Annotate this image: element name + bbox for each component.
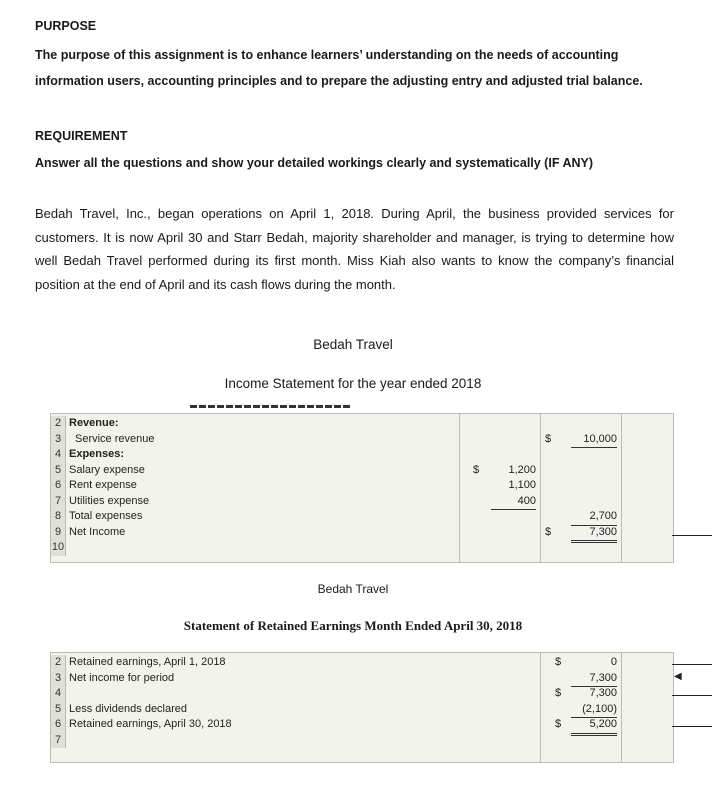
row-number: 2 bbox=[51, 416, 66, 432]
dollar-sign: $ bbox=[555, 718, 562, 730]
cropped-header-remnant bbox=[190, 405, 350, 408]
row-number: 4 bbox=[51, 447, 66, 463]
row-number: 7 bbox=[51, 494, 66, 510]
amount-cell: (2,100) bbox=[571, 702, 617, 719]
row-label: Net income for period bbox=[69, 671, 175, 684]
purpose-heading: PURPOSE bbox=[35, 19, 97, 33]
row-number: 3 bbox=[51, 671, 66, 687]
row-number: 2 bbox=[51, 655, 66, 671]
dollar-sign: $ bbox=[545, 525, 552, 538]
arrow-left-icon: ◀ bbox=[674, 671, 682, 682]
retained-row bbox=[51, 671, 673, 687]
row-label: Revenue: bbox=[69, 417, 119, 429]
retained-statement-title: Statement of Retained Earnings Month Ended April 30, 2018 bbox=[183, 618, 523, 633]
row-label: Rent expense bbox=[69, 479, 137, 491]
income-edge-line bbox=[672, 535, 712, 536]
retained-row bbox=[51, 733, 673, 749]
income-statement-sheet bbox=[50, 413, 674, 563]
amount-cell: 400 bbox=[491, 494, 536, 511]
row-number: 5 bbox=[51, 702, 66, 718]
total-cell: 7,300 bbox=[571, 525, 617, 544]
row-number: 6 bbox=[51, 717, 66, 733]
retained-row bbox=[51, 717, 673, 733]
income-row bbox=[51, 540, 673, 556]
income-row bbox=[51, 509, 673, 525]
row-number: 3 bbox=[51, 432, 66, 448]
dollar-sign: $ bbox=[555, 687, 562, 699]
retained-row bbox=[51, 655, 673, 671]
row-label: Service revenue bbox=[75, 432, 155, 445]
row-label: Salary expense bbox=[69, 463, 145, 476]
row-label: Utilities expense bbox=[69, 494, 150, 507]
income-row bbox=[51, 447, 673, 463]
income-row bbox=[51, 432, 673, 448]
income-row bbox=[51, 478, 673, 494]
row-number: 6 bbox=[51, 478, 66, 494]
scenario-paragraph: Bedah Travel, Inc., began operations on April 1, 2018. During April, the business provided services for customers. It is now April 30 and Starr Bedah, majority shareholder and manager, is trying to determine how well Bedah Travel performed during its first month. Miss Kiah also wants to know the company’s financial position at the end of April and its cash flows during the month. bbox=[35, 206, 674, 292]
amount-cell: 7,300 bbox=[589, 687, 617, 699]
retained-row bbox=[51, 686, 673, 702]
re-edge-line-1 bbox=[672, 664, 712, 665]
dollar-sign: $ bbox=[545, 432, 552, 445]
row-number: 8 bbox=[51, 509, 66, 525]
total-cell: 2,700 bbox=[571, 509, 617, 526]
income-row bbox=[51, 525, 673, 541]
requirement-text: Answer all the questions and show your detailed workings clearly and systematically (IF ANY) bbox=[35, 156, 594, 170]
amount-cell: 7,300 bbox=[571, 671, 617, 688]
amount-cell: 1,100 bbox=[508, 479, 536, 491]
row-label: Less dividends declared bbox=[69, 702, 188, 715]
row-label: Retained earnings, April 1, 2018 bbox=[69, 656, 226, 668]
requirement-heading: REQUIREMENT bbox=[35, 129, 128, 143]
row-number: 9 bbox=[51, 525, 66, 541]
retained-earnings-sheet bbox=[50, 652, 674, 763]
income-row bbox=[51, 463, 673, 479]
row-number: 10 bbox=[51, 540, 66, 556]
row-number: 4 bbox=[51, 686, 66, 702]
re-edge-line-3 bbox=[672, 726, 712, 727]
income-company-name: Bedah Travel bbox=[313, 337, 393, 352]
amount-cell: 0 bbox=[610, 656, 617, 668]
amount-cell: 5,200 bbox=[571, 717, 617, 736]
retained-row bbox=[51, 702, 673, 718]
row-number: 7 bbox=[51, 733, 66, 749]
row-number: 5 bbox=[51, 463, 66, 479]
dollar-sign: $ bbox=[473, 463, 480, 476]
row-label: Expenses: bbox=[69, 448, 125, 460]
row-label: Net Income bbox=[69, 525, 126, 538]
income-statement-title: Income Statement for the year ended 2018 bbox=[224, 376, 482, 391]
dollar-sign: $ bbox=[555, 656, 562, 668]
purpose-line-2: information users, accounting principles and to prepare the adjusting entry and adjusted trial balance. bbox=[35, 74, 643, 88]
row-label: Total expenses bbox=[69, 510, 143, 522]
amount-cell: 1,200 bbox=[508, 463, 536, 476]
income-row bbox=[51, 494, 673, 510]
re-edge-line-2 bbox=[672, 695, 712, 696]
total-cell: 10,000 bbox=[571, 432, 617, 449]
retained-company-name: Bedah Travel bbox=[317, 582, 389, 596]
income-row bbox=[51, 416, 673, 432]
purpose-line-1: The purpose of this assignment is to enhance learners’ understanding on the needs of accounting bbox=[35, 48, 619, 62]
row-label: Retained earnings, April 30, 2018 bbox=[69, 718, 232, 730]
